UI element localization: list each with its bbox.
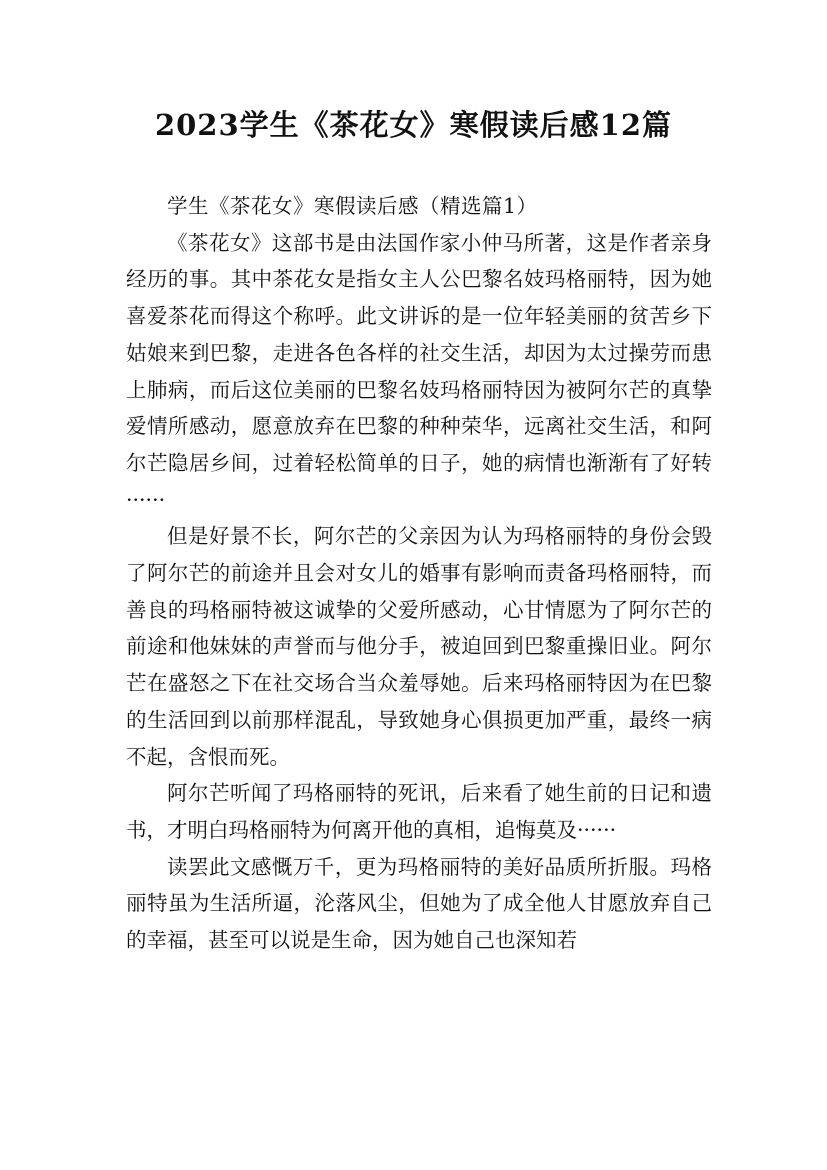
document-body [126,188,712,959]
paragraph: 阿尔芒听闻了玛格丽特的死讯，后来看了她生前的日记和遗书，才明白玛格丽特为何离开他的真相，追悔莫及······ [126,781,712,842]
paragraph: 《茶花女》这部书是由法国作家小仲马所著，这是作者亲身经历的事。其中茶花女是指女主人公巴黎名妓玛格丽特，因为她喜爱茶花而得这个称呼。此文讲诉的是一位年轻美丽的贫苦乡下姑娘来到巴黎，走进各色各样的社交生活，却因为太过操劳而患上肺病，而后这位美丽的巴黎名妓玛格丽特因为被阿尔芒的真挚爱情所感动，愿意放弃在巴黎的种种荣华，远离社交生活，和阿尔芒隐居乡间，过着轻松简单的日子，她的病情也渐渐有了好转······ [126,230,712,512]
paragraph: 但是好景不长，阿尔芒的父亲因为认为玛格丽特的身份会毁了阿尔芒的前途并且会对女儿的婚事有影响而责备玛格丽特，而善良的玛格丽特被这诚挚的父爱所感动，心甘情愿为了阿尔芒的前途和他妹妹的声誉而与他分手，被迫回到巴黎重操旧业。阿尔芒在盛怒之下在社交场合当众羞辱她。后来玛格丽特因为在巴黎的生活回到以前那样混乱，导致她身心俱损更加严重，最终一病不起，含恨而死。 [126,524,712,769]
paragraph: 读罢此文感慨万千，更为玛格丽特的美好品质所折服。玛格丽特虽为生活所逼，沦落风尘，但她为了成全他人甘愿放弃自己的幸福，甚至可以说是生命，因为她自己也深知若 [126,854,712,953]
document-title: 2023学生《茶花女》寒假读后感12篇 [154,108,673,142]
section-heading: 学生《茶花女》寒假读后感（精选篇1） [167,194,538,218]
